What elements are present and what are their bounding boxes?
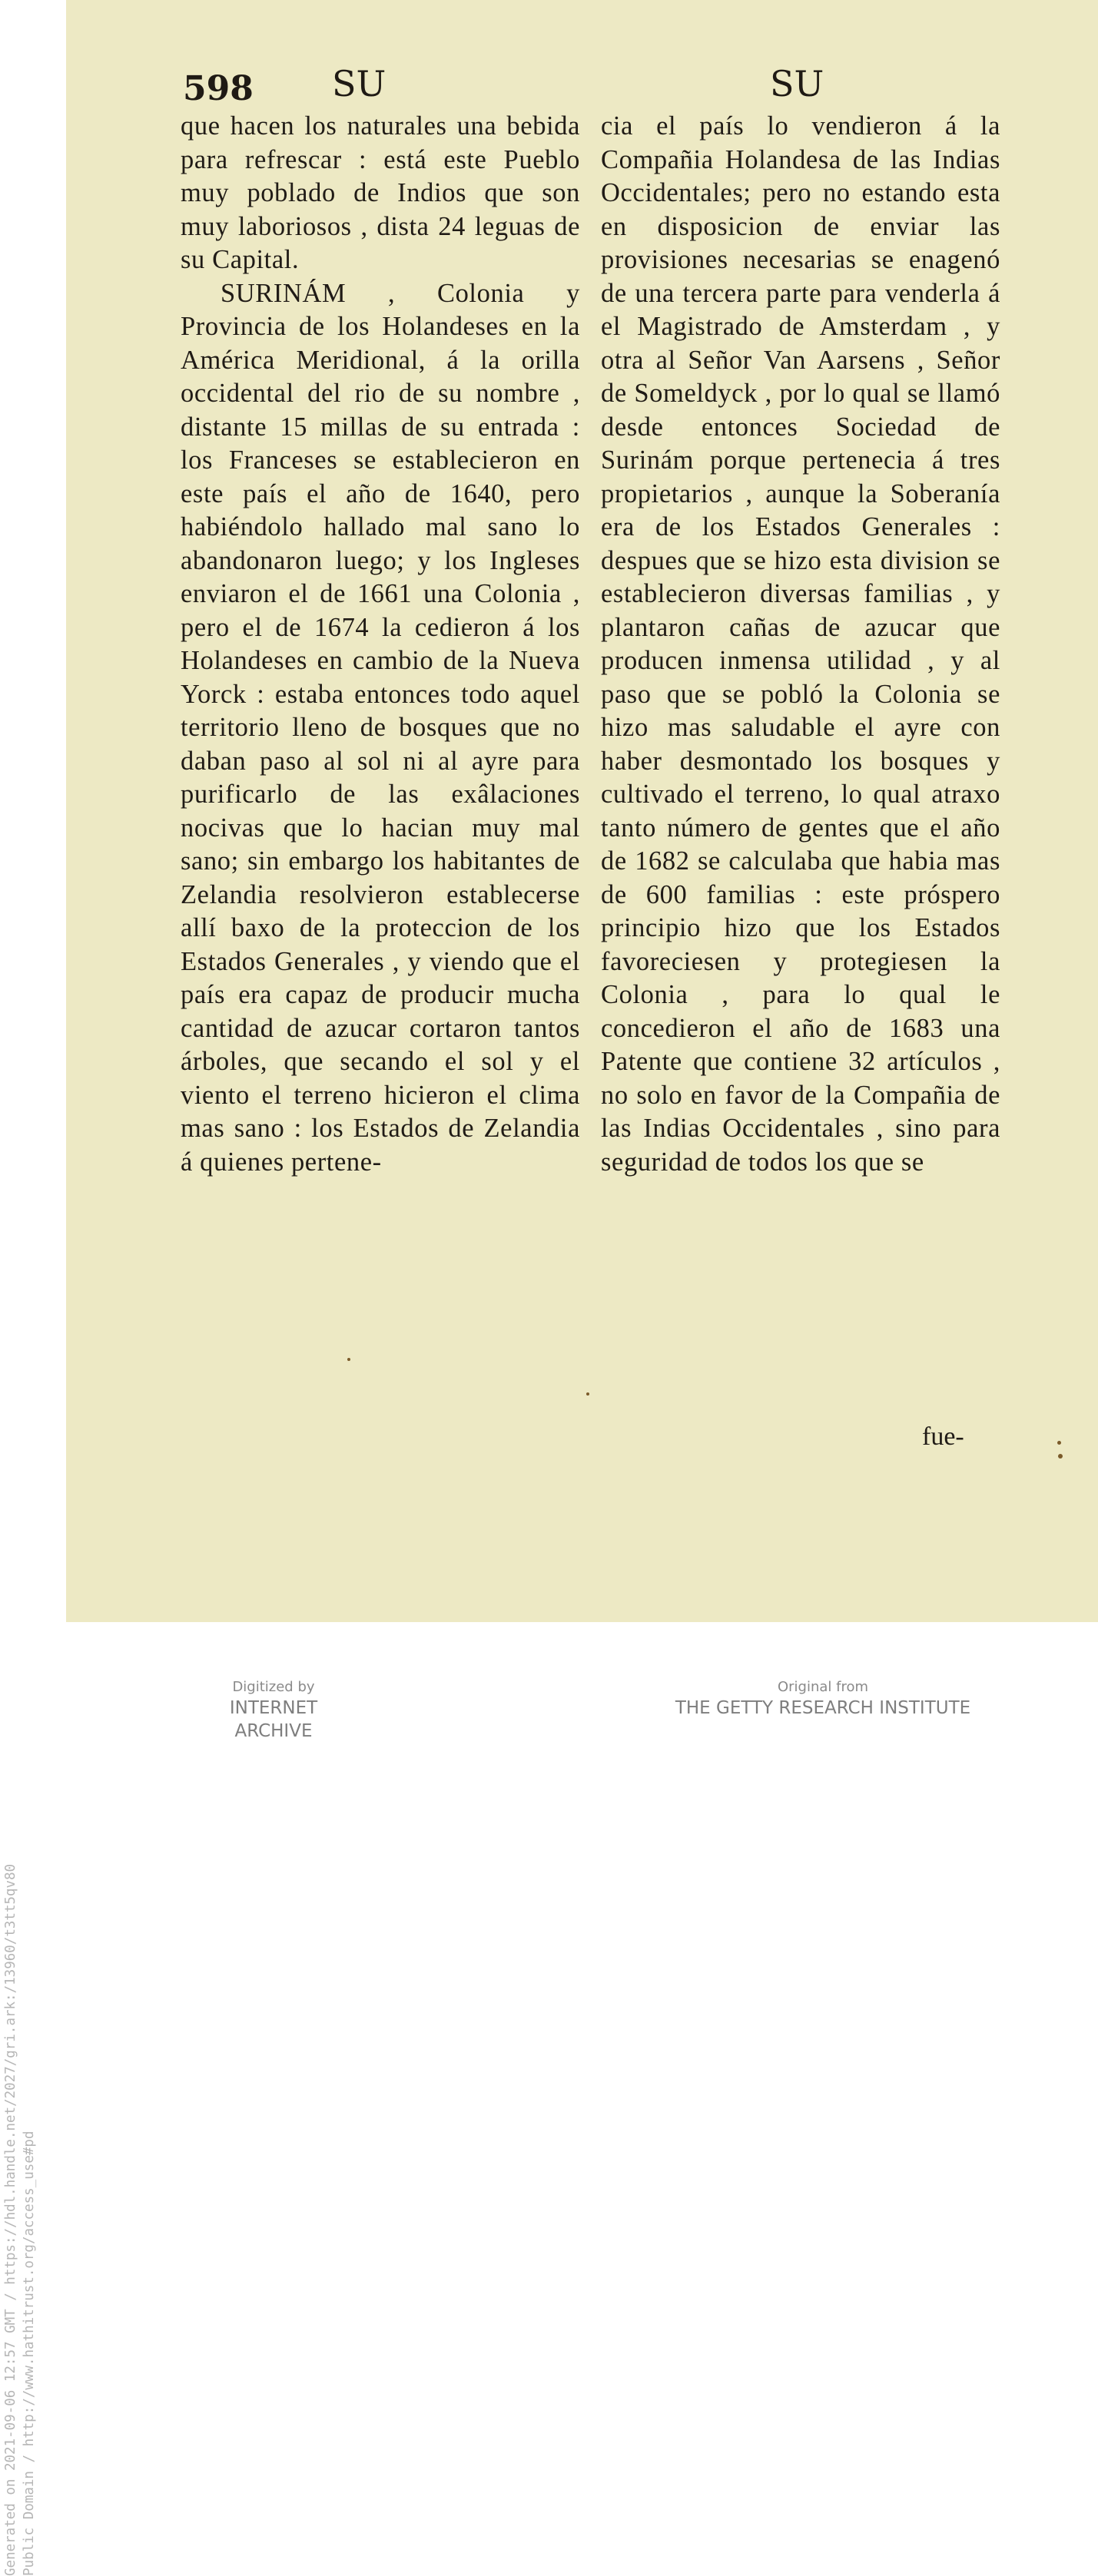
left-text-column (181, 110, 580, 1179)
original-from-label: Original from (777, 1679, 869, 1695)
paper-speck (1058, 1454, 1063, 1459)
right-text-column (601, 110, 1000, 1179)
paper-speck (1057, 1441, 1061, 1445)
paper-speck (347, 1358, 350, 1361)
paper-speck (586, 1392, 589, 1396)
surinam-entry: SURINÁM , Colonia y Provincia de los Holandeses en la América Meridional, á la orilla occidental del rio de su nombre , distante 15 millas de su entrada : los Franceses se establecieron en este país el año de 1640, pero habiéndolo hallado mal sano lo abandonaron luego; y los Ingleses enviaron el de 1661 una Colonia , pero el de 1674 la cedieron á los Holandeses en cambio de la Nueva Yorck : estaba entonces todo aquel territorio lleno de bosques que no daban paso al sol ni al ayre para purificarlo de las exâlaciones nocivas que lo hacian muy mal sano; sin embargo los habitantes de Zelandia resolvieron establecerse allí baxo de la proteccion de los Estados Generales , y viendo que el país era capaz de producir mucha cantidad de azucar cortaron tantos árboles, que secando el sol y el viento el terreno hicieron el clima mas sano : los Estados de Zelandia á quienes pertene- (181, 278, 580, 1177)
public-domain-note: Public Domain / http://www.hathitrust.org/access_use#pd (22, 2131, 37, 2576)
continued-paragraph: que hacen los naturales una bebida para refrescar : está este Pueblo muy poblado de Indios que son muy laboriosos , dista 24 leguas de su Capital. (181, 111, 580, 274)
hathitrust-access-note (2, 831, 41, 2576)
getty-research-institute-label: THE GETTY RESEARCH INSTITUTE (675, 1698, 971, 1718)
catchword: fue- (922, 1422, 964, 1451)
generation-note: Generated on 2021-09-06 12:57 GMT / https://hdl.handle.net/2027/gri.ark:/13960/t3tt5qv80 (3, 1863, 18, 2576)
digitized-by-label: Digitized by (232, 1679, 315, 1695)
page-number: 598 (183, 69, 254, 108)
original-from-credit (673, 1678, 973, 1720)
internet-archive-label: INTERNET ARCHIVE (229, 1698, 318, 1741)
running-head-right: SU (770, 63, 824, 104)
surinam-entry-continued: cia el país lo vendieron á la Compañia Holandesa de las Indias Occidentales; pero no estando esta en disposicion de enviar las provisiones necesarias se enagenó de una tercera parte para venderla á el Magistrado de Amsterdam , y otra al Señor Van Aarsens , Señor de Someldyck , por lo qual se llamó desde entonces Sociedad de Surinám porque pertenecia á tres propietarios , aunque la Soberanía era de los Estados Generales : despues que se hizo esta division se establecieron diversas familias , y plantaron cañas de azucar que producen inmensa utilidad , y al paso que se pobló la Colonia se hizo mas saludable el ayre con haber desmontado los bosques y cultivado el terreno, lo qual atraxo tanto número de gentes que el año de 1682 se calculaba que habia mas de 600 familias : este próspero principio hizo que los Estados favoreciesen y protegiesen la Colonia , para lo qual le concedieron el año de 1683 una Patente que contiene 32 artículos , no solo en favor de la Compañia de las Indias Occidentales , sino para seguridad de todos los que se (601, 111, 1000, 1177)
digitized-by-credit (189, 1678, 358, 1743)
running-head-left: SU (332, 63, 386, 104)
